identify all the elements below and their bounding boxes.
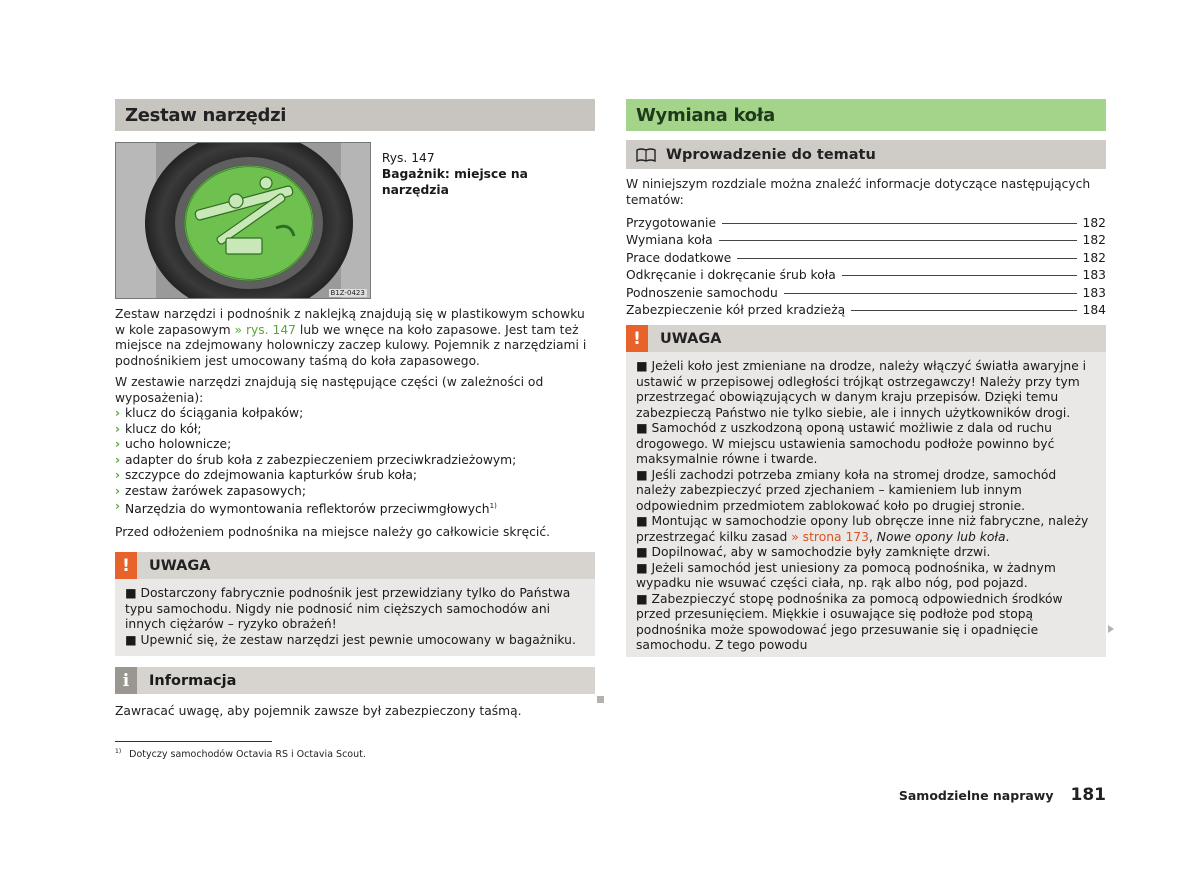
- figure-147: [115, 142, 595, 299]
- footnote-text: Dotyczy samochodów Octavia RS i Octavia Scout.: [129, 749, 366, 761]
- table-of-contents: [626, 215, 1106, 319]
- figure-label: Rys. 147: [381, 151, 435, 165]
- warning-item: ■ Samochód z uszkodzoną oponą ustawić możliwie z dala od ruchu drogowego. W miejscu ustawienia samochodu podłoże powinno być maksymalnie równe i twarde.: [636, 421, 1055, 467]
- warning-header: [115, 552, 595, 579]
- toc-row[interactable]: [626, 285, 1106, 302]
- toc-label: Przygotowanie: [626, 216, 717, 230]
- list-item-text: ucho holownicze;: [125, 437, 232, 451]
- toc-page: 182: [1082, 216, 1106, 230]
- list-item: [115, 453, 595, 469]
- warning-box-tools: [115, 552, 595, 656]
- toc-page: 183: [1082, 268, 1106, 283]
- list-item: [115, 406, 595, 422]
- bullet-arrow-icon: ›: [115, 421, 121, 436]
- warning-body: [115, 579, 595, 656]
- warning-exclamation-icon: !: [626, 325, 648, 352]
- list-item: [115, 422, 595, 438]
- list-item: [115, 468, 595, 484]
- bullet-arrow-icon: ›: [115, 483, 121, 498]
- toc-label: Odkręcanie i dokręcanie śrub koła: [626, 268, 836, 283]
- warning-item: ■ Jeśli zachodzi potrzeba zmiany koła na stromej drodze, samochód należy zabezpieczyć przed zjechaniem – kamieniem lub innym odpowiednim przedmiotem zablokować koło po drugiej stronie.: [636, 467, 1057, 513]
- paragraph-text: Zestaw narzędzi i podnośnik z naklejką znajdują się w plastikowym schowku w kole zapasowym: [115, 307, 585, 337]
- chapter-reference: Nowe opony lub koła: [876, 529, 1006, 544]
- continued-arrow-icon: [1108, 625, 1114, 633]
- figure-link[interactable]: » rys. 147: [234, 322, 297, 337]
- info-text: Zawracać uwagę, aby pojemnik zawsze był zabezpieczony taśmą.: [115, 704, 522, 719]
- page-link[interactable]: » strona 173: [791, 529, 869, 544]
- section-end-marker: [597, 696, 604, 703]
- toc-leader: [722, 223, 1076, 224]
- paragraph-jack-note: Przed odłożeniem podnośnika na miejsce należy go całkowicie skręcić.: [115, 524, 551, 539]
- toc-row[interactable]: [626, 232, 1106, 249]
- intro-text: W niniejszym rozdziale można znaleźć informacje dotyczące następujących tematów:: [626, 177, 1091, 207]
- warning-item: ■ Dopilnować, aby w samochodzie były zamknięte drzwi.: [636, 545, 991, 560]
- toolkit-list: [115, 406, 595, 518]
- right-column: [626, 99, 1106, 657]
- subsection-title: [626, 140, 1106, 169]
- toc-page: 182: [1082, 250, 1106, 265]
- toc-page: 183: [1082, 285, 1106, 300]
- warning-title: UWAGA: [149, 557, 211, 574]
- warning-exclamation-icon: !: [115, 552, 137, 579]
- section-title-tools: Zestaw narzędzi: [115, 99, 595, 131]
- bullet-arrow-icon: ›: [115, 406, 121, 420]
- toc-leader: [719, 240, 1077, 241]
- left-column: [115, 99, 595, 720]
- toc-label: Wymiana koła: [626, 233, 713, 248]
- warning-text: ■ Montując w samochodzie opony lub obręcze inne niż fabryczne, należy przestrzegać kilku zasad: [636, 514, 1089, 544]
- bullet-arrow-icon: ›: [115, 437, 121, 451]
- toc-leader: [784, 293, 1077, 294]
- list-item: [115, 437, 595, 453]
- warning-title: UWAGA: [660, 330, 722, 347]
- info-box: [115, 667, 595, 720]
- info-header: [115, 667, 595, 694]
- footnote-divider: [115, 741, 272, 742]
- list-item-text: szczypce do zdejmowania kapturków śrub koła;: [125, 468, 418, 482]
- warning-item: ■ Dostarczony fabrycznie podnośnik jest przewidziany tylko do Państwa typu samochodu. Nigdy nie podnosić nim cięższych samochodów ani innych ciężarów – ryzyko obrażeń!: [125, 586, 571, 632]
- footer-section-name: Samodzielne naprawy: [898, 788, 1054, 803]
- bullet-arrow-icon: ›: [115, 499, 121, 513]
- toc-label: Zabezpieczenie kół przed kradzieżą: [626, 303, 846, 318]
- toc-page: 182: [1082, 233, 1106, 248]
- toc-label: Podnoszenie samochodu: [626, 285, 778, 300]
- spare-wheel-toolkit-image: [115, 142, 371, 299]
- figure-caption-text: Bagażnik: miejsce na narzędzia: [381, 167, 528, 197]
- warning-item: ■ Upewnić się, że zestaw narzędzi jest pewnie umocowany w bagażniku.: [125, 632, 576, 647]
- paragraph-toolkit-contents: W zestawie narzędzi znajdują się następujące części (w zależności od wyposażenia):: [115, 375, 544, 405]
- list-item-text: adapter do śrub koła z zabezpieczeniem przeciwkradzieżowym;: [125, 452, 517, 467]
- toc-row[interactable]: [626, 302, 1106, 319]
- warning-item: ■ Jeżeli samochód jest uniesiony za pomocą podnośnika, w żadnym wypadku nie wsuwać części ciała, np. rąk albo nóg, pod pojazd.: [636, 560, 1056, 591]
- toc-row[interactable]: [626, 250, 1106, 267]
- warning-item: [636, 514, 1096, 545]
- warning-body: [626, 352, 1106, 657]
- bullet-arrow-icon: ›: [115, 452, 121, 467]
- info-title: Informacja: [149, 672, 237, 689]
- book-icon: [636, 148, 656, 162]
- warning-item: ■ Jeżeli koło jest zmieniane na drodze, należy włączyć światła awaryjne i ustawić w przepisowej odległości trójkąt ostrzegawczy! Należy przy tym przestrzegać obowiązujących w danym kraju przepisów. Dzięki temu zabezpieczą Państwo nie tylko siebie, ale i innych użytkowników drogi.: [636, 359, 1087, 420]
- figure-caption: [382, 150, 595, 299]
- warning-text: ,: [868, 529, 877, 544]
- spare-wheel-illustration: [116, 143, 371, 299]
- footnote-ref[interactable]: 1): [489, 502, 497, 510]
- toc-leader: [851, 310, 1076, 311]
- list-item-text: zestaw żarówek zapasowych;: [125, 483, 306, 498]
- list-item-text: klucz do kół;: [125, 421, 202, 436]
- warning-text: .: [1005, 529, 1010, 544]
- footnote: [115, 748, 366, 760]
- toc-row[interactable]: [626, 267, 1106, 284]
- paragraph-toolkit-location: [115, 307, 595, 369]
- footnote-mark: 1): [115, 748, 122, 755]
- toc-label: Prace dodatkowe: [626, 250, 732, 265]
- section-title-wheel-change: Wymiana koła: [626, 99, 1106, 131]
- toc-page: 184: [1082, 303, 1106, 318]
- figure-code: B1Z-0423: [330, 289, 365, 297]
- page-number: 181: [1070, 785, 1106, 805]
- toc-leader: [737, 258, 1076, 259]
- list-item-text: klucz do ściągania kołpaków;: [125, 406, 304, 420]
- paragraph-text: lub we wnęce na koło zapasowe. Jest tam też miejsce na zdejmowany holowniczy zaczep kulowy. Pojemnik z narzędziami i podnośnikiem jest umocowany taśmą do koła zapasowego.: [115, 322, 587, 368]
- list-item: [115, 499, 595, 518]
- warning-item: ■ Zabezpieczyć stopę podnośnika za pomocą odpowiednich środków przed przesunięciem. Miękkie i osuwające się podłoże pod stopą podnośnika może spowodować jego przesuwanie się i opadnięcie samochodu. Z tego powodu: [636, 591, 1063, 653]
- subsection-title-text: Wprowadzenie do tematu: [666, 146, 876, 163]
- toc-leader: [842, 275, 1077, 276]
- list-item-text: Narzędzia do wymontowania reflektorów przeciwmgłowych: [125, 502, 490, 517]
- warning-header: [626, 325, 1106, 352]
- bullet-arrow-icon: ›: [115, 468, 121, 482]
- toc-row[interactable]: [626, 215, 1106, 232]
- warning-box-wheel-change: [626, 325, 1106, 657]
- info-icon: i: [115, 667, 137, 694]
- list-item: [115, 484, 595, 500]
- page-footer: [899, 785, 1106, 805]
